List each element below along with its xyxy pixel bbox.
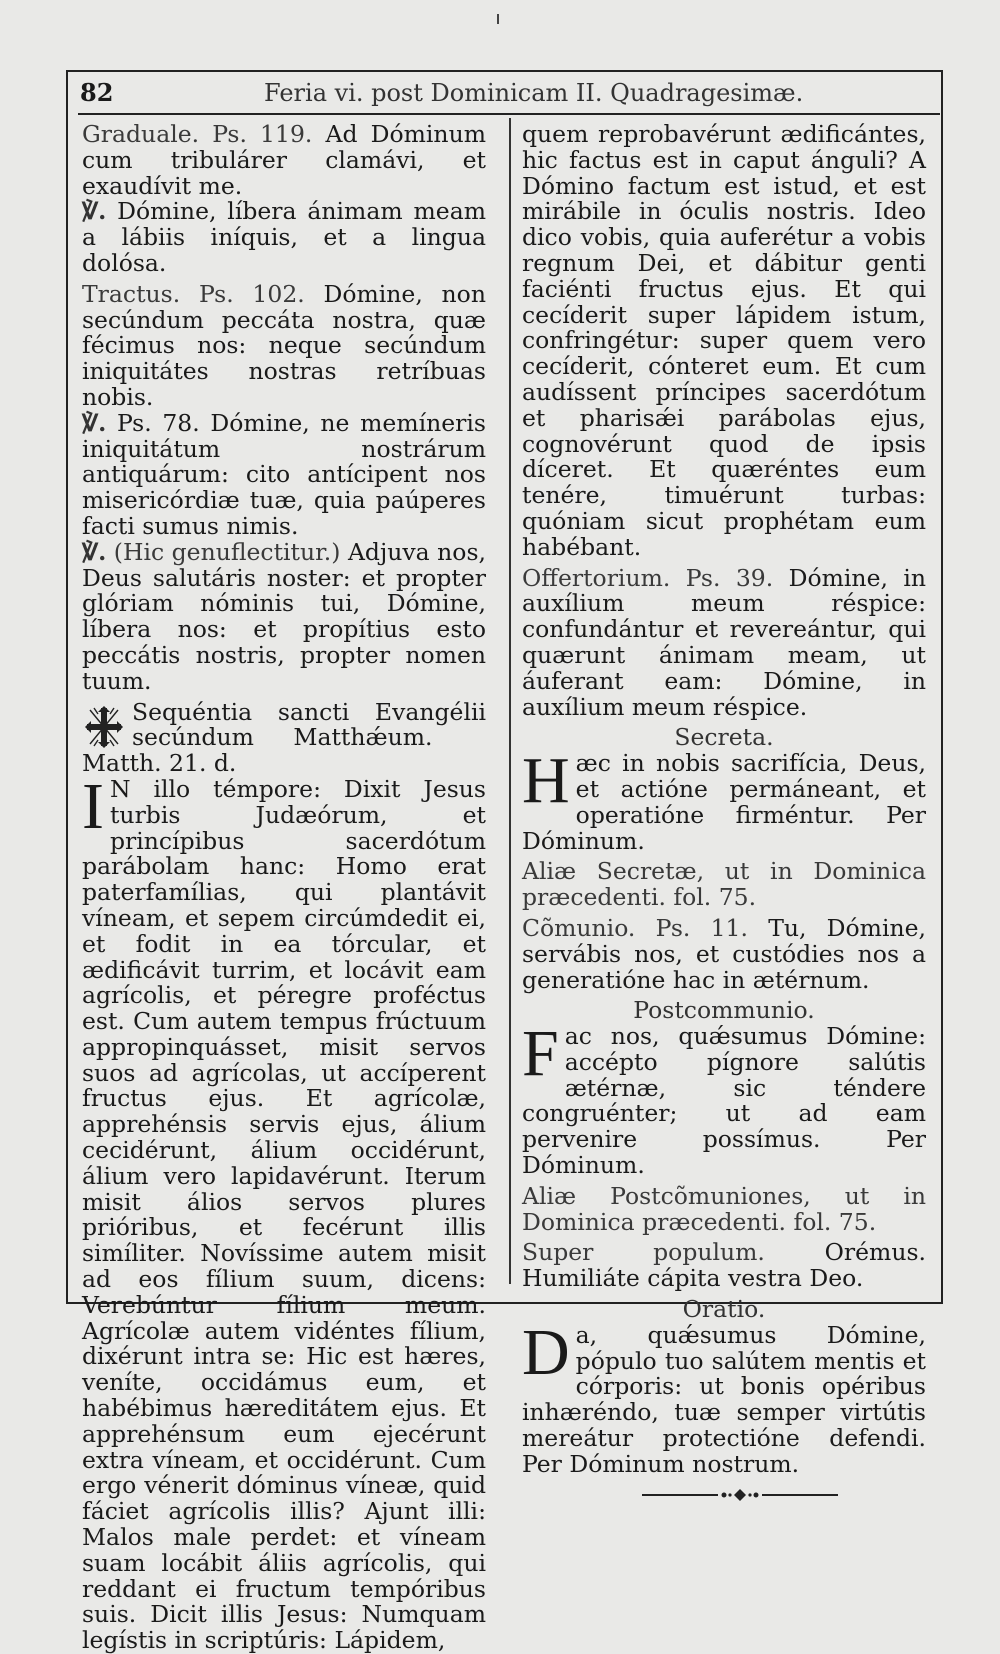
oratio-heading: Oratio. bbox=[682, 1295, 766, 1324]
tractus-verse-1 bbox=[82, 408, 486, 540]
tractus-verse-1-text: Dómine, ne memíneris iniquitátum nostrárum antiquárum: cito antícipent nos misericórdiæ tuæ, quia paúperes facti sumus nimis. bbox=[82, 408, 486, 540]
header-rule bbox=[78, 113, 940, 115]
offertorium-label: Offertorium. bbox=[522, 563, 671, 592]
drop-cap: F bbox=[522, 1017, 559, 1091]
tractus-ref: Ps. 102. bbox=[198, 279, 305, 308]
gospel-text: N illo témpore: Dixit Jesus turbis Judæórum, et princípibus sacerdótum parábolam hanc: Homo erat paterfamílias, qui plantávit víneam, et sepem circúmdedit ei, et fodit in ea tórcular, et ædificávit turrim, et locávit eam agrícolis, et péregre proféctus est. Cum autem tempus frúctuum appropinquásset, misit servos suos ad agrícolas, ut accíperent fructus ejus. Et agrícolæ, apprehénsis servis ejus, álium cecidérunt, álium occidérunt, álium vero lapidavérunt. Iterum misit álios servos plures prióribus, et fecérunt illis simíliter. Novíssime autem misit ad eos fílium suum, dicens: Verebúntur fílium meum. Agrícolæ autem vidéntes fílium, dixérunt intra se: Hic est hæres, veníte, occidámus eum, et habébimus hæreditátem ejus. Et apprehénsum eum ejecérunt extra víneam, et occidérunt. Cum ergo vénerit dóminus víneæ, quid fáciet agrícolis illis? Ajunt illi: Malos male perdet: et víneam suam locábit áliis agrícolis, qui reddant ei fructum tempóribus suis. Dicit illis Jesus: Numquam legístis in scriptúris: Lápidem, bbox=[82, 774, 486, 1654]
top-tick-mark bbox=[497, 14, 499, 24]
offertorium-ref: Ps. 39. bbox=[685, 563, 774, 592]
oratio-body bbox=[522, 1315, 926, 1478]
drop-cap: D bbox=[522, 1315, 570, 1389]
super-populum-label: Super populum. bbox=[522, 1238, 765, 1267]
left-column bbox=[82, 122, 486, 1654]
gospel-continuation: quem reprobavérunt ædificántes, hic factus est in caput ánguli? A Dómino factum est istud, et est mirábile in óculis nostris. Ideo dico vobis, quia auferétur a vobis regnum Dei, et dábitur genti faciénti fructus ejus. Et qui cecíderit super lápidem istum, confringétur: super quem vero cecíderit, cónteret eum. Et cum audíssent príncipes sacerdótum et pharisǽi parábolas ejus, cognovérunt quod de ipsis díceret. Et quæréntes eum tenére, timuérunt turbas: quóniam sicut prophétam eum habébant. bbox=[522, 120, 926, 561]
genuflect-rubric: (Hic genuflectitur.) bbox=[113, 537, 341, 566]
graduale bbox=[82, 122, 486, 199]
graduale-text: Ad Dóminum cum tribulárer clamávi, et exaudívit me. bbox=[82, 120, 486, 200]
postcommunio-heading: Postcommunio. bbox=[633, 996, 815, 1025]
graduale-ref: Ps. 119. bbox=[212, 120, 313, 148]
offertorium-text: Dómine, in auxílium meum réspice: confundántur et revereántur, qui quærunt ánimam meam, ut áuferant eam: Dómine, in auxílium meum réspice. bbox=[522, 563, 926, 721]
gospel-ref: Matth. 21. d. bbox=[82, 749, 237, 777]
secretae-note: Aliæ Secretæ, ut in Dominica præcedenti. fol. 75. bbox=[522, 857, 926, 912]
versicle-mark: ℣. bbox=[82, 408, 107, 437]
tractus-verse-1-ref: Ps. 78. bbox=[116, 408, 200, 437]
super-populum bbox=[522, 1240, 926, 1292]
tractus-text: Dómine, non secúndum peccáta nostra, quæ fécimus nos: neque secúndum iniquitátes nostras retríbuas nobis. bbox=[82, 279, 486, 411]
communio-text: Tu, Dómine, servábis nos, et custódies nos a generatióne hac in ætérnum. bbox=[522, 913, 926, 994]
drop-cap: H bbox=[522, 744, 570, 818]
tractus-verse-2-text: Adjuva nos, Deus salutáris noster: et propter glóriam nóminis tui, Dómine, líbera nos: et propítius esto peccátis nostris, propter nomen tuum. bbox=[82, 537, 486, 695]
secreta-body bbox=[522, 744, 926, 855]
communio-label: Cõmunio. bbox=[522, 913, 636, 942]
graduale-verse bbox=[82, 199, 486, 276]
graduale-verse-text: Dómine, líbera ánimam meam a lábiis iníquis, et a lingua dolósa. bbox=[82, 197, 486, 277]
end-ornament-icon bbox=[640, 1488, 840, 1502]
running-title: Feria vi. post Dominicam II. Quadragesimæ. bbox=[264, 79, 804, 107]
cross-icon bbox=[84, 704, 124, 750]
column-divider bbox=[509, 118, 511, 1284]
drop-cap: I bbox=[82, 769, 104, 843]
communio bbox=[522, 913, 926, 994]
versicle-mark: ℣. bbox=[82, 537, 107, 566]
tractus-label: Tractus. bbox=[82, 279, 181, 308]
graduale-label: Graduale. bbox=[82, 120, 200, 148]
postcommunio-text: ac nos, quǽsumus Dómine: accépto pígnore salútis ætérnæ, sic téndere congruénter; ut ad eam pervenire possímus. Per Dóminum. bbox=[522, 1022, 926, 1180]
oratio-text: a, quǽsumus Dómine, pópulo tuo salútem mentis et córporis: ut bonis opéribus inhæréndo, tuæ semper virtútis mereátur protectióne defendi. Per Dóminum nostrum. bbox=[522, 1320, 926, 1478]
communio-ref: Ps. 11. bbox=[655, 913, 748, 942]
postcommunio-body bbox=[522, 1017, 926, 1180]
tractus bbox=[82, 279, 486, 411]
offertorium bbox=[522, 563, 926, 721]
super-populum-text: Orémus. Humiliáte cápita vestra Deo. bbox=[522, 1238, 926, 1293]
gospel-title: Sequéntia sancti Evangélii secúndum Matthǽum. bbox=[132, 699, 486, 752]
gospel-heading bbox=[82, 700, 486, 777]
secreta-text: æc in nobis sacrifícia, Deus, et actióne permáneant, et operatióne firméntur. Per Dóminum. bbox=[522, 749, 926, 855]
right-column bbox=[522, 122, 926, 1502]
tractus-verse-2 bbox=[82, 537, 486, 695]
gospel-body bbox=[82, 769, 486, 1654]
page-header bbox=[78, 78, 938, 112]
versicle-mark: ℣. bbox=[82, 197, 107, 226]
postcommunio-note: Aliæ Postcõmuniones, ut in Dominica præcedenti. fol. 75. bbox=[522, 1181, 926, 1236]
secreta-heading: Secreta. bbox=[674, 723, 774, 752]
page-number: 82 bbox=[80, 78, 114, 107]
